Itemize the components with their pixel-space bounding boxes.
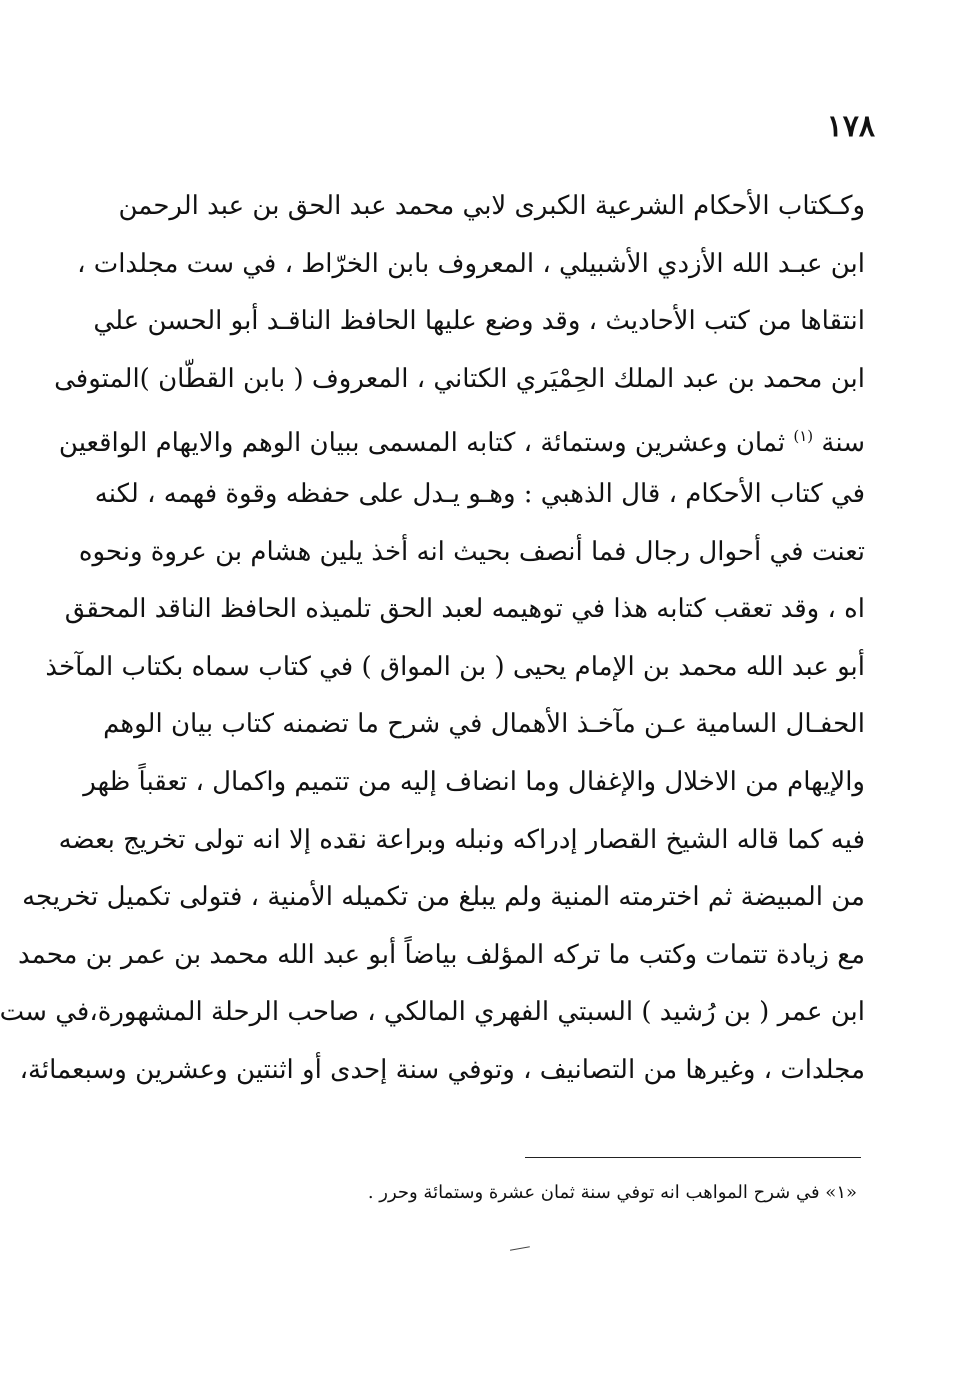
- text-line: مجلدات ، وغيرها من التصانيف ، وتوفي سنة إحدى أو اثنتين وعشرين وسبعمائة،: [19, 1054, 865, 1085]
- text-line: الحفـال السامية عـن مآخـذ الأهمال في شرح ما تضمنه كتاب بيان الوهم: [103, 709, 865, 740]
- text-segment: سنة: [821, 428, 865, 459]
- text-line: ابن محمد بن عبد الملك الحِمْيَري الكتاني ، المعروف ( بابن القطّان )المتوفى: [54, 363, 865, 394]
- footnote-marker: (١): [793, 427, 814, 446]
- text-segment: ثمان وعشرين وستمائة ، كتابه المسمى ببيان الوهم والايهام الواقعين: [58, 428, 786, 459]
- text-line: تعنت في أحوال رجال فما أنصف بحيث انه أخذ يلين هشام بن عروة ونحوه: [78, 536, 865, 567]
- text-line: اه ، وقد تعقب كتابه هذا في توهيمه لعبد الحق تلميذه الحافظ الناقد المحقق: [64, 594, 865, 625]
- text-line: انتقاها من كتب الأحاديث ، وقد وضع عليها الحافظ الناقـد أبو الحسن علي: [93, 306, 865, 337]
- text-line: من المبيضة ثم اخترمته المنية ولم يبلغ من تكميله الأمنية ، فتولى تكميل تخريجه: [22, 882, 865, 913]
- text-line: والإيهام من الاخلال والإغفال وما انضاف إليه من تتميم واكمال ، تعقباً ظهر: [83, 766, 865, 797]
- footnote-divider: [525, 1157, 861, 1158]
- text-line: أبو عبد الله محمد بن الإمام يحيى ( بن المواق ) في كتاب سماه بكتاب المآخذ: [45, 651, 865, 682]
- text-line: مع زيادة تتمات وكتب ما تركه المؤلف بياضاً أبو عبد الله محمد بن عمر بن محمد: [18, 939, 865, 970]
- text-line: فيه كما قاله الشيخ القصار إدراكه ونبله وبراعة نقده إلا انه تولى تخريج بعضه: [58, 824, 865, 855]
- text-line: في كتاب الأحكام ، قال الذهبي : وهـو يـدل على حفظه وقوة فهمه ، لكنه: [94, 478, 865, 509]
- text-line: ابن عبـد الله الأزدي الأشبيلي ، المعروف بابن الخرّاط ، في ست مجلدات ،: [77, 248, 865, 279]
- text-line-with-footnote: [58, 408, 865, 466]
- text-line: وكـكتاب الأحكام الشرعية الكبرى لابي محمد عبد الحق بن عبد الرحمن: [118, 191, 865, 221]
- stray-ink-mark: [510, 1246, 530, 1251]
- footnote: «١» في شرح المواهب انه توفي سنة ثمان عشرة وستمائة وحرر .: [367, 1182, 857, 1203]
- text-line: ابن عمر ( بن رُشيد ) السبتي الفهري المالكي ، صاحب الرحلة المشهورة،في ست: [0, 997, 865, 1028]
- body-text: [0, 178, 865, 1100]
- page-number: ١٧٨: [826, 109, 875, 144]
